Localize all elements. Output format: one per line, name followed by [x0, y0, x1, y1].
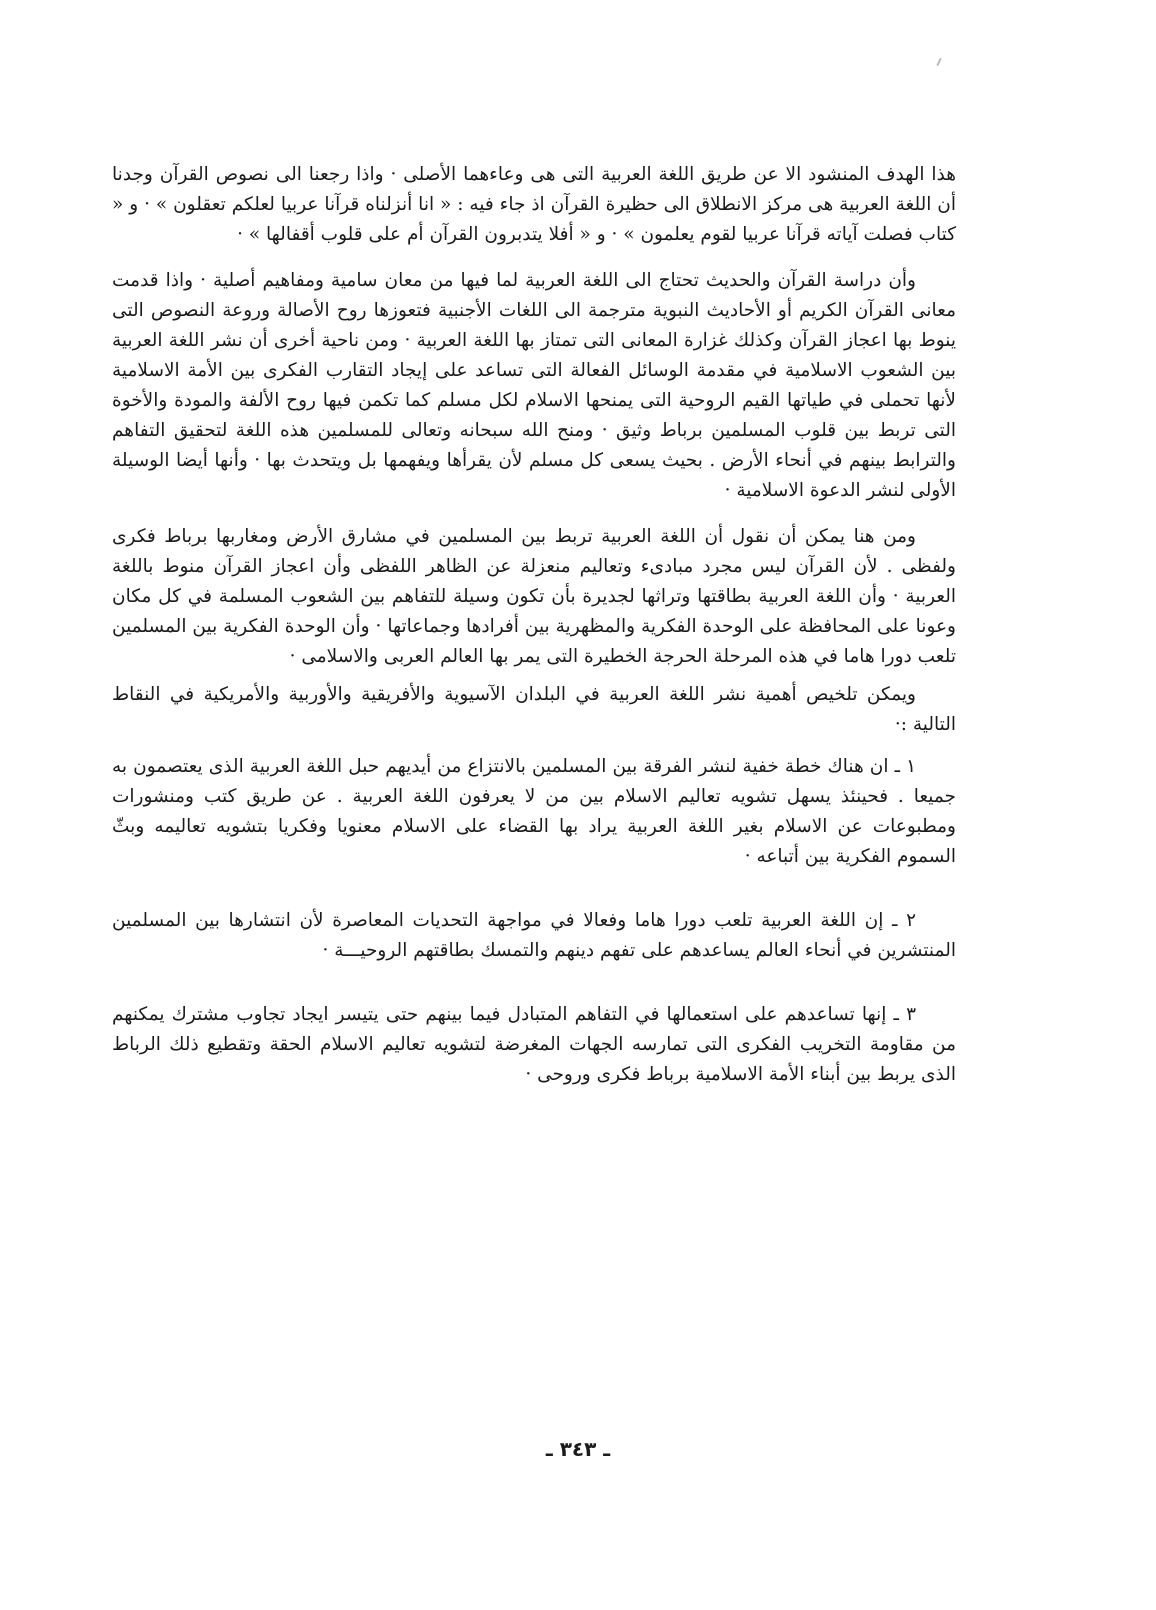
paragraph-intro: هذا الهدف المنشود الا عن طريق اللغة العربية التى هى وعاءهما الأصلى · واذا رجعنا الى نصوص القرآن وجدنا أن اللغة العربية هى مركز الانطلاق الى حظيرة القرآن اذ جاء فيه : « انا أنزلناه قرآنا عربيا لعلكم تعقلون » · و « كتاب فصلت آياته قرآنا عربيا لقوم يعلمون » · و « أفلا يتدبرون القرآن أم على قلوب أقفالها » · — [112, 164, 956, 245]
list-item-point-3: ٣ ـ إنها تساعدهم على استعمالها في التفاهم المتبادل فيما بينهم حتى يتيسر ايجاد تجاوب مشترك يمكنهم من مقاومة التخريب الفكرى التى تمارسه الجهات المغرضة لتشويه تعاليم الاسلام الحقة وتقطيع ذلك الرباط الذى يربط بين أبناء الأمة الاسلامية برباط فكرى وروحى · — [112, 1004, 956, 1085]
margin-mark — [936, 58, 941, 66]
list-item-point-2: ٢ ـ إن اللغة العربية تلعب دورا هاما وفعالا في مواجهة التحديات المعاصرة لأن انتشارها بين المسلمين المنتشرين في أنحاء العالم يساعدهم على تفهم دينهم والتمسك بطاقتهم الروحيـــة · — [112, 910, 956, 961]
paragraph-study-quran-hadith: وأن دراسة القرآن والحديث تحتاج الى اللغة العربية لما فيها من معان سامية ومفاهيم أصلية · واذا قدمت معانى القرآن الكريم أو الأحاديث النبوية مترجمة الى اللغات الأجنبية فتعوزها روح الأصالة وروعة النصوص التى ينوط بها اعجاز القرآن وكذلك غزارة المعانى التى تمتاز بها اللغة العربية · ومن ناحية أخرى أن نشر اللغة العربية بين الشعوب الاسلامية في مقدمة الوسائل الفعالة التى تساعد على إيجاد التقارب الفكرى بين الأمة الاسلامية لأنها تحملى في طياتها القيم الروحية التى يمنحها الاسلام لكل مسلم كما تكمن فيها روح الألفة والمودة والأخوة التى تربط بين قلوب المسلمين برباط وثيق · ومنح الله سبحانه وتعالى للمسلمين هذه اللغة لتحقيق التفاهم والترابط بينهم في أنحاء الأرض . بحيث يسعى كل مسلم لأن يقرأها ويفهمها بل ويتحدث بها · وأنها أيضا الوسيلة الأولى لنشر الدعوة الاسلامية · — [112, 270, 956, 501]
paragraph-summary-intro: ويمكن تلخيص أهمية نشر اللغة العربية في البلدان الآسيوية والأفريقية والأوربية والأمريكية في النقاط التالية :· — [112, 684, 956, 735]
page-number: ـ ٣٤٣ ـ — [545, 1437, 611, 1461]
paragraph-unity-language: ومن هنا يمكن أن نقول أن اللغة العربية تربط بين المسلمين في مشارق الأرض ومغاربها برباط فكرى ولفظى . لأن القرآن ليس مجرد مبادىء وتعاليم منعزلة عن الظاهر اللفظى وأن اعجاز القرآن منوط باللغة العربية · وأن اللغة العربية بطاقتها وتراثها لجديرة بأن تكون وسيلة للتفاهم بين الشعوب المسلمة في كل مكان وعونا على المحافظة على الوحدة الفكرية والمظهرية بين أفرادها وجماعاتها · وأن الوحدة الفكرية بين المسلمين تلعب دورا هاما في هذه المرحلة الحرجة الخطيرة التى يمر بها العالم العربى والاسلامى · — [112, 526, 956, 667]
page-body — [112, 160, 956, 1090]
list-item-point-1: ١ ـ ان هناك خطة خفية لنشر الفرقة بين المسلمين بالانتزاع من أيديهم حبل اللغة العربية الذى يعتصمون به جميعا . فحينئذ يسهل تشويه تعاليم الاسلام بين من لا يعرفون اللغة العربية . عن طريق كتب ومنشورات ومطبوعات عن الاسلام بغير اللغة العربية يراد بها القضاء على الاسلام معنويا وفكريا بتشويه تعاليمه وبثّ السموم الفكرية بين أتباعه · — [112, 756, 956, 867]
